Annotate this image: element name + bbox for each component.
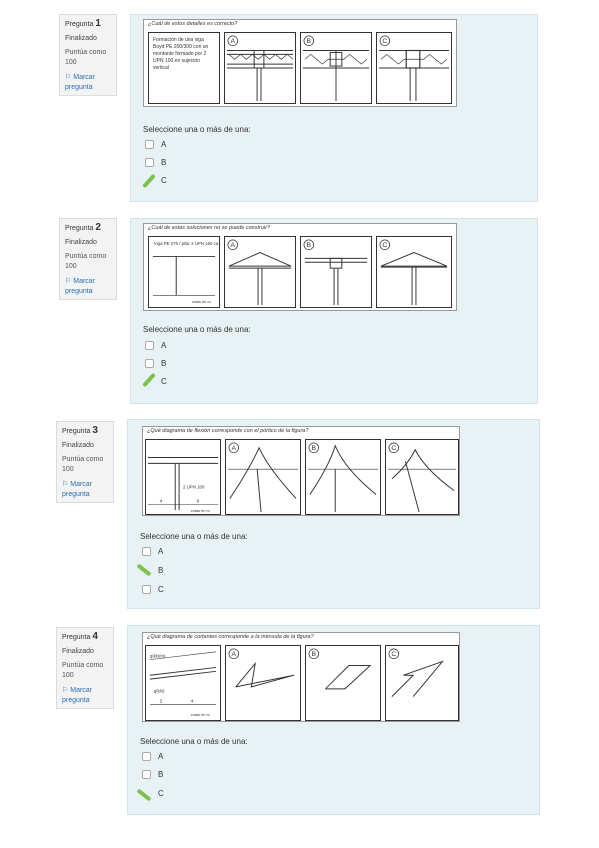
option-c[interactable]: C <box>142 585 164 594</box>
figure-option-b <box>300 236 372 308</box>
option-a[interactable]: A <box>142 752 163 761</box>
question-points: Puntúa como 100 <box>62 662 104 679</box>
svg-text:4: 4 <box>190 699 194 705</box>
checkbox[interactable] <box>145 341 154 350</box>
figure-description-cell <box>148 32 220 104</box>
svg-text:Viga PE 270 / pilar 2 UPN 160: Viga PE 270 / pilar 2 UPN 160 ca <box>153 240 219 246</box>
answer-prompt: Seleccione una o más de una: <box>143 325 251 334</box>
question-number: Pregunta 1 <box>65 18 101 29</box>
figure-option-b <box>300 32 372 104</box>
beam-detail-a <box>225 33 295 103</box>
solution-a <box>225 237 295 307</box>
question-info <box>59 218 117 300</box>
figure-option-a <box>225 439 301 515</box>
flag-icon: ⚐ <box>65 74 72 81</box>
question-info <box>56 627 114 709</box>
portal-figure <box>146 440 220 514</box>
shear-diagram-c <box>386 646 458 720</box>
figure-option-c <box>385 439 459 515</box>
answer-prompt: Seleccione una o más de una: <box>143 125 251 134</box>
question-content <box>127 419 540 609</box>
svg-text:A: A <box>231 651 237 659</box>
question-info <box>59 14 117 96</box>
checkbox[interactable] <box>145 140 154 149</box>
question-text: ¿Qué diagrama de flexión corresponde con el pórtico de la figura? <box>147 428 309 434</box>
checkbox[interactable] <box>142 585 151 594</box>
beam-detail-c <box>377 33 451 103</box>
shear-diagram-a <box>226 646 300 720</box>
figure-option-c <box>376 32 452 104</box>
option-c[interactable]: C <box>158 789 164 798</box>
moment-diagram-b <box>306 440 380 514</box>
svg-text:C: C <box>382 242 388 250</box>
figure-option-a <box>224 32 296 104</box>
svg-text:6: 6 <box>196 499 200 505</box>
svg-text:B: B <box>311 651 317 659</box>
figure-cantilever-cell <box>145 645 221 721</box>
svg-text:A: A <box>230 38 236 46</box>
flag-question-link[interactable]: ⚐ Marcar pregunta <box>65 278 96 295</box>
question-number: Pregunta 2 <box>65 222 101 233</box>
figure-option-b <box>305 645 381 721</box>
svg-text:A: A <box>230 242 236 250</box>
question-points: Puntúa como 100 <box>62 456 104 473</box>
svg-text:2: 2 <box>159 699 163 705</box>
moment-diagram-c <box>386 440 458 514</box>
question-status: Finalizado <box>65 35 97 42</box>
checkbox[interactable] <box>142 770 151 779</box>
question-content <box>130 218 538 404</box>
option-a[interactable]: A <box>145 140 166 149</box>
question-text: ¿Cuál de estos detalles es correcto? <box>148 21 238 27</box>
svg-text:4: 4 <box>159 499 163 505</box>
question-figure <box>143 19 457 107</box>
svg-text:C: C <box>382 38 388 46</box>
question-points: Puntúa como 100 <box>65 49 107 66</box>
checkbox[interactable] <box>142 547 151 556</box>
option-a[interactable]: A <box>145 341 166 350</box>
svg-text:B: B <box>311 445 317 453</box>
question-info <box>56 421 114 503</box>
option-a[interactable]: A <box>142 547 163 556</box>
figure-option-a <box>225 645 301 721</box>
svg-text:A: A <box>231 445 237 453</box>
svg-text:cotas en m: cotas en m <box>191 299 211 305</box>
answer-prompt: Seleccione una o más de una: <box>140 737 248 746</box>
svg-text:cotas en m: cotas en m <box>190 712 210 718</box>
figure-option-a <box>224 236 296 308</box>
figure-portal-cell <box>145 439 221 515</box>
figure-option-c <box>385 645 459 721</box>
solution-c <box>377 237 451 307</box>
svg-text:B: B <box>306 38 312 46</box>
option-b[interactable]: B <box>142 770 163 779</box>
option-b[interactable]: B <box>145 158 166 167</box>
svg-text:B: B <box>306 242 312 250</box>
checkbox[interactable] <box>142 752 151 761</box>
question-points: Puntúa como 100 <box>65 253 107 270</box>
flag-question-link[interactable]: ⚐ Marcar pregunta <box>62 687 93 704</box>
question-figure <box>142 632 460 722</box>
flag-icon: ⚐ <box>62 687 69 694</box>
question-number: Pregunta 4 <box>62 631 98 642</box>
checkbox[interactable] <box>145 158 154 167</box>
cantilever-figure <box>146 646 220 720</box>
question-text: ¿Qué diagrama de cortantes corresponde a la ménsula de la figura? <box>147 634 314 640</box>
figure-description: Formación de una viga Boyd PE 200/300 con un montante formado por 2 UPN 100 en sujeción vertical <box>153 37 209 71</box>
flag-icon: ⚐ <box>62 481 69 488</box>
option-b[interactable]: B <box>158 566 164 575</box>
beam-detail-b <box>301 33 371 103</box>
portal-figure <box>149 237 219 307</box>
svg-text:cotas en m: cotas en m <box>190 508 210 514</box>
option-c[interactable]: C <box>161 176 167 185</box>
figure-option-b <box>305 439 381 515</box>
question-status: Finalizado <box>62 648 94 655</box>
svg-text:C: C <box>391 445 397 453</box>
question-figure <box>143 223 457 311</box>
question-content <box>127 625 540 815</box>
flag-icon: ⚐ <box>65 278 72 285</box>
question-status: Finalizado <box>65 239 97 246</box>
svg-text:q(kN): q(kN) <box>153 688 165 694</box>
flag-question-link[interactable]: ⚐ Marcar pregunta <box>62 481 93 498</box>
flag-question-link[interactable]: ⚐ Marcar pregunta <box>65 74 96 91</box>
solution-b <box>301 237 371 307</box>
shear-diagram-b <box>306 646 380 720</box>
svg-text:2 UPN 100: 2 UPN 100 <box>183 484 205 490</box>
answer-prompt: Seleccione una o más de una: <box>140 532 248 541</box>
question-status: Finalizado <box>62 442 94 449</box>
option-c[interactable]: C <box>161 377 167 386</box>
svg-text:q(kN/m): q(kN/m) <box>149 653 166 659</box>
figure-portal-cell <box>148 236 220 308</box>
option-b[interactable]: B <box>145 359 166 368</box>
moment-diagram-a <box>226 440 300 514</box>
question-text: ¿Cuál de estas soluciones no se puede construir? <box>148 225 270 231</box>
svg-text:C: C <box>391 651 397 659</box>
question-number: Pregunta 3 <box>62 425 98 436</box>
checkbox[interactable] <box>145 359 154 368</box>
figure-option-c <box>376 236 452 308</box>
question-content <box>130 14 538 202</box>
question-figure <box>142 426 460 516</box>
